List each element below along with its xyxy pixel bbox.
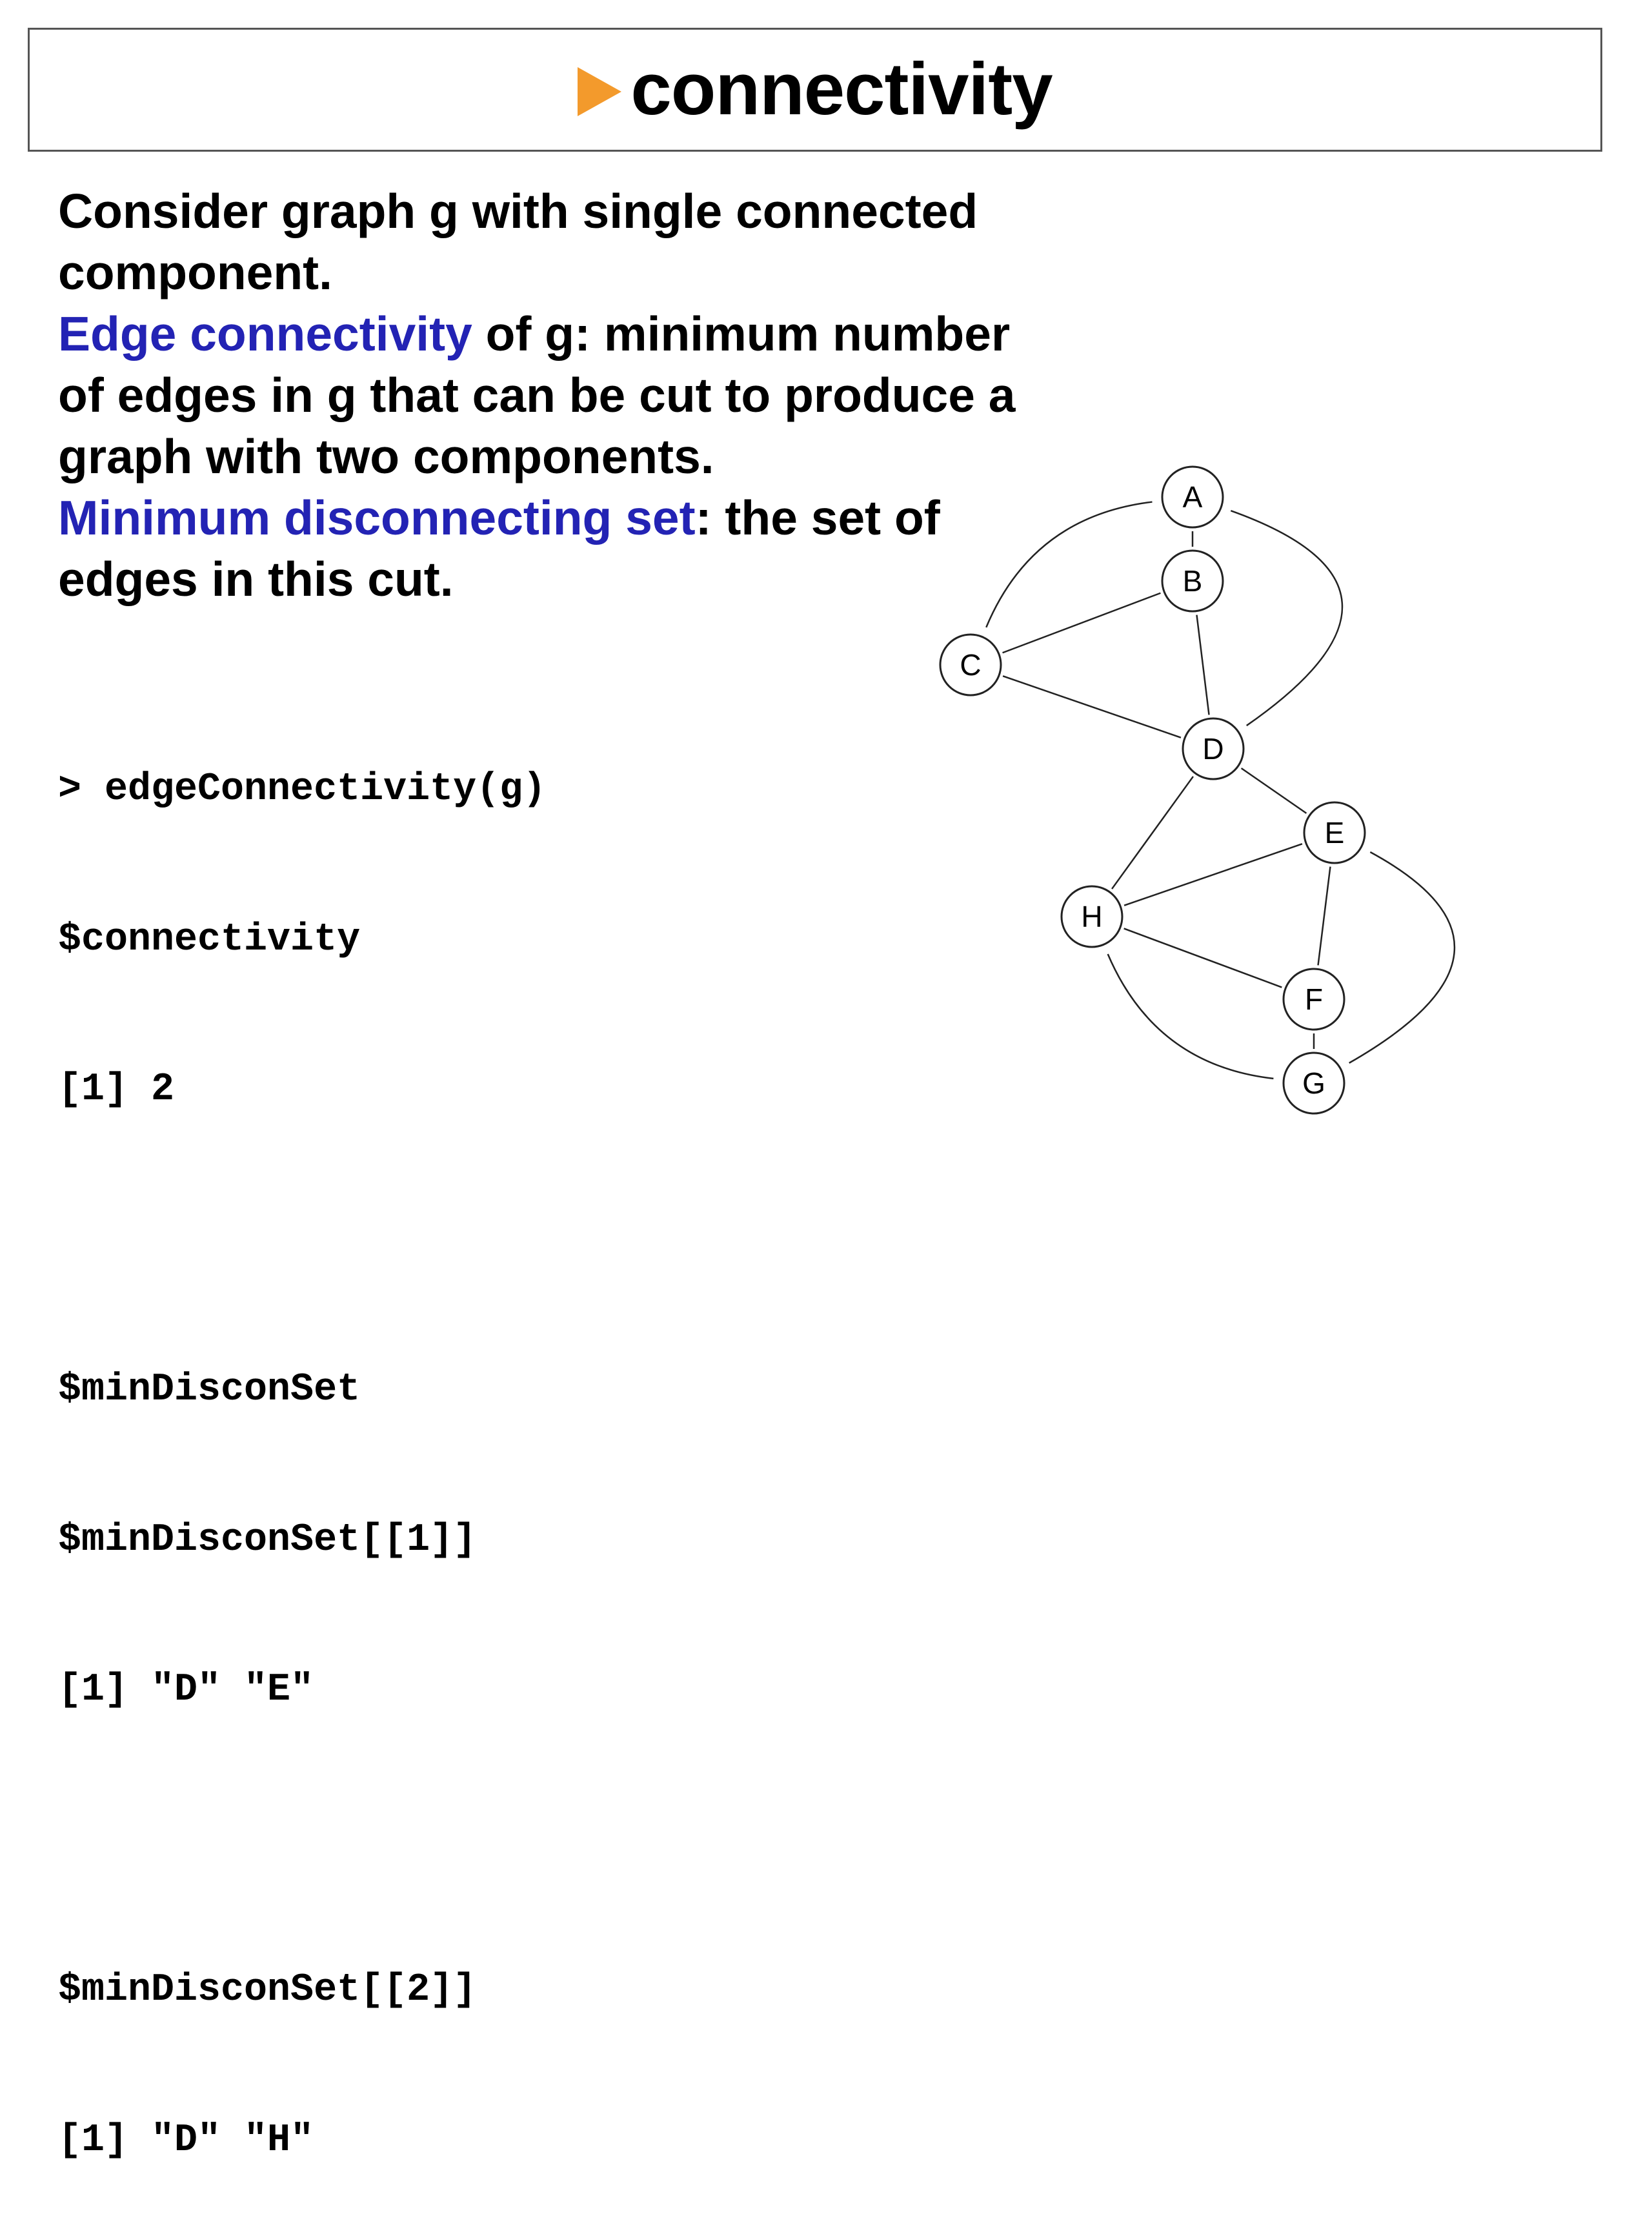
code-line: > edgeConnectivity(g) (58, 767, 547, 811)
code-line: [1] 2 (58, 1068, 175, 1112)
graph-edge-g-h (1108, 954, 1274, 1079)
term-min-disconnecting-set: Minimum disconnecting set (58, 491, 696, 545)
graph-edge-d-e (1242, 768, 1307, 813)
graph-edge-a-d (1231, 511, 1342, 726)
code-line: $connectivity (58, 917, 361, 962)
graph-node-label: F (1304, 982, 1324, 1016)
code-line: [1] "D" "H" (58, 2118, 314, 2162)
paragraph-3-text: : the set of edges in this cut. (58, 491, 940, 606)
paragraph-1-text: Consider graph g with single connected component. (58, 184, 978, 300)
graph-edge-f-h (1124, 928, 1282, 987)
graph-node-a (1162, 467, 1223, 527)
graph-edge-d-h (1112, 777, 1193, 889)
graph-node-d (1183, 718, 1244, 779)
graph-edge-b-d (1196, 615, 1209, 715)
term-edge-connectivity: Edge connectivity (58, 307, 472, 361)
graph-node-label: C (960, 648, 982, 682)
graph-node-f (1284, 969, 1344, 1030)
graph-node-label: H (1081, 900, 1103, 933)
graph-node-c (940, 635, 1001, 695)
graph-nodes (940, 467, 1365, 1113)
graph-node-label: D (1202, 732, 1224, 766)
code-line: $minDisconSet[[1]] (58, 1518, 477, 1562)
graph-edge-e-f (1318, 867, 1331, 966)
code-line: $minDisconSet (58, 1368, 361, 1412)
graph-edge-b-c (1003, 593, 1161, 653)
code-line (58, 1816, 546, 1866)
graph-node-e (1304, 802, 1365, 863)
graph-node-label: B (1182, 564, 1203, 598)
graph-node-b (1162, 551, 1223, 611)
graph-edge-a-c (986, 502, 1152, 627)
code-line: $minDisconSet[[2]] (58, 1968, 477, 2012)
graph-node-label: A (1182, 480, 1203, 514)
code-line: [1] "D" "E" (58, 1668, 314, 1712)
graph-node-g (1284, 1053, 1344, 1113)
paragraph-2-text: of g: minimum number of edges in g that can be cut to produce a graph with two components. (58, 307, 1016, 483)
graph-edge-e-h (1124, 844, 1302, 905)
graph-node-h (1062, 886, 1122, 947)
graph-node-label: G (1302, 1066, 1325, 1100)
graph-edge-c-d (1003, 676, 1181, 737)
graph-node-label: E (1324, 816, 1345, 849)
slide-title: connectivity (630, 48, 1053, 130)
graph-edge-e-g (1349, 852, 1455, 1063)
